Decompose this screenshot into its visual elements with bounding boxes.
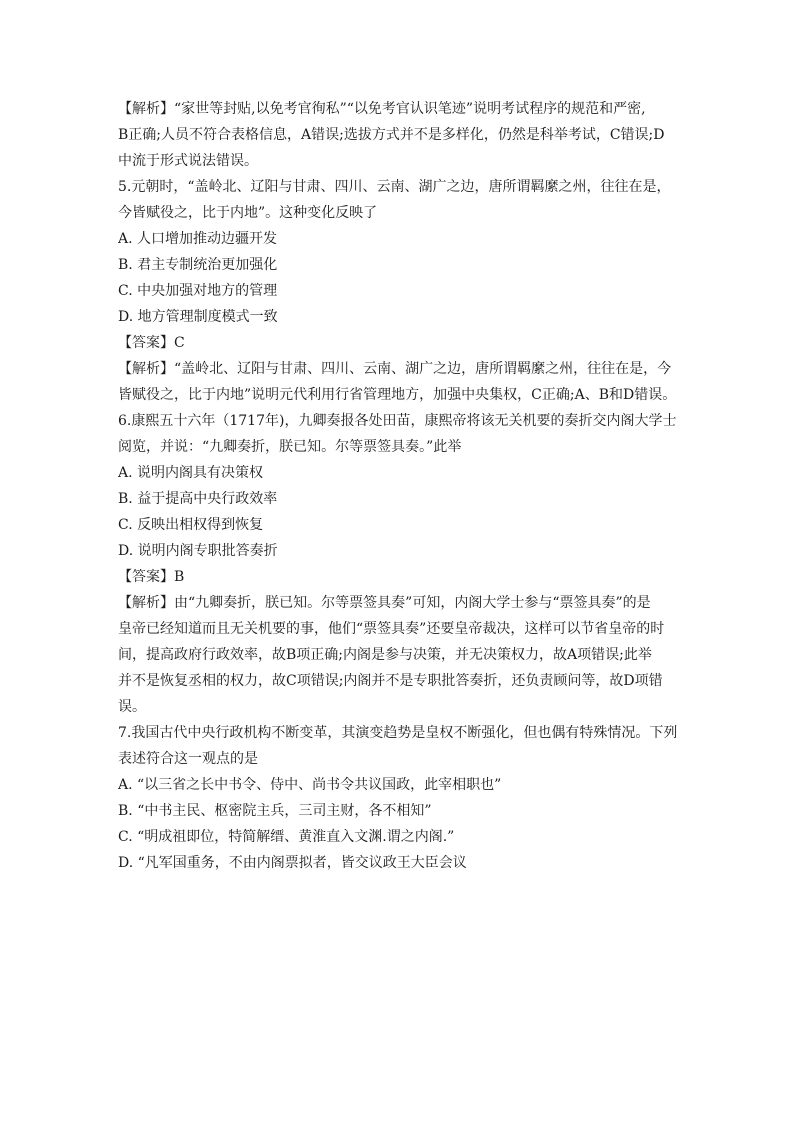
explanation-line: 【解析】由“九卿奏折，朕已知。尔等票签具奏”可知，内阁大学士参与“票签具奏”的是 [118, 595, 651, 611]
question-stem-line: 表述符合这一观点的是 [118, 751, 258, 767]
explanation-line: 误。 [118, 699, 146, 715]
explanation-line: 并不是恢复丞相的权力，故C项错误;内阁并不是专职批答奏折，还负责顾问等，故D项错 [118, 673, 663, 689]
option-a: A. 说明内阁具有决策权 [118, 465, 264, 481]
option-b: B. 君主专制统治更加强化 [118, 257, 278, 273]
explanation-line: 【解析】“盖岭北、辽阳与甘肃、四川、云南、湖广之边，唐所谓羁縻之州，往往在是，今 [118, 361, 672, 377]
option-c: C. 反映出相权得到恢复 [118, 517, 264, 533]
explanation-line: 中流于形式说法错误。 [118, 153, 258, 169]
option-a: A. “以三省之长中书令、侍中、尚书令共议国政，此宰相职也” [118, 777, 502, 793]
option-b: B. 益于提高中央行政效率 [118, 491, 278, 507]
option-a: A. 人口增加推动边疆开发 [118, 231, 278, 247]
answer-line: 【答案】C [118, 335, 185, 351]
option-d: D. 地方管理制度模式一致 [118, 309, 278, 325]
document-body [118, 96, 680, 876]
question-stem-line: 阅览，并说：“九卿奏折，朕已知。尔等票签具奏。”此举 [118, 439, 462, 455]
question-stem-line: 5.元朝时，“盖岭北、辽阳与甘肃、四川、云南、湖广之边，唐所谓羁縻之州，往往在是， [118, 179, 671, 195]
option-c: C. “明成祖即位，特简解缙、黄淮直入文渊.谓之内阁.” [118, 829, 455, 845]
explanation-line: 【解析】“家世等封贴,以免考官徇私”“以免考官认识笔迹”说明考试程序的规范和严密, [118, 101, 646, 117]
question-stem-line: 6.康熙五十六年（1717年)，九卿奏报各处田苗，康熙帝将该无关机要的奏折交内阁大学士 [118, 413, 677, 429]
answer-line: 【答案】B [118, 569, 185, 585]
explanation-line: 间，提高政府行政效率，故B项正确;内阁是参与决策，并无决策权力，故A项错误;此举 [118, 647, 652, 663]
option-c: C. 中央加强对地方的管理 [118, 283, 278, 299]
question-stem-line: 今皆赋役之，比于内地”。这种变化反映了 [118, 205, 378, 221]
explanation-line: B正确;人员不符合表格信息，A错误;选拔方式并不是多样化，仍然是科举考试，C错误;D [118, 127, 665, 143]
option-b: B. “中书主民、枢密院主兵，三司主财，各不相知” [118, 803, 432, 819]
explanation-line: 皇帝已经知道而且无关机要的事，他们“票签具奏”还要皇帝裁决，这样可以节省皇帝的时 [118, 621, 665, 637]
question-stem-line: 7.我国古代中央行政机构不断变革，其演变趋势是皇权不断强化，但也偶有特殊情况。下列 [118, 725, 678, 741]
explanation-line: 皆赋役之，比于内地”说明元代利用行省管理地方，加强中央集权，C正确;A、B和D错误。 [118, 387, 677, 403]
option-d: D. “凡军国重务，不由内阁票拟者，皆交议政王大臣会议 [118, 855, 467, 871]
option-d: D. 说明内阁专职批答奏折 [118, 543, 278, 559]
